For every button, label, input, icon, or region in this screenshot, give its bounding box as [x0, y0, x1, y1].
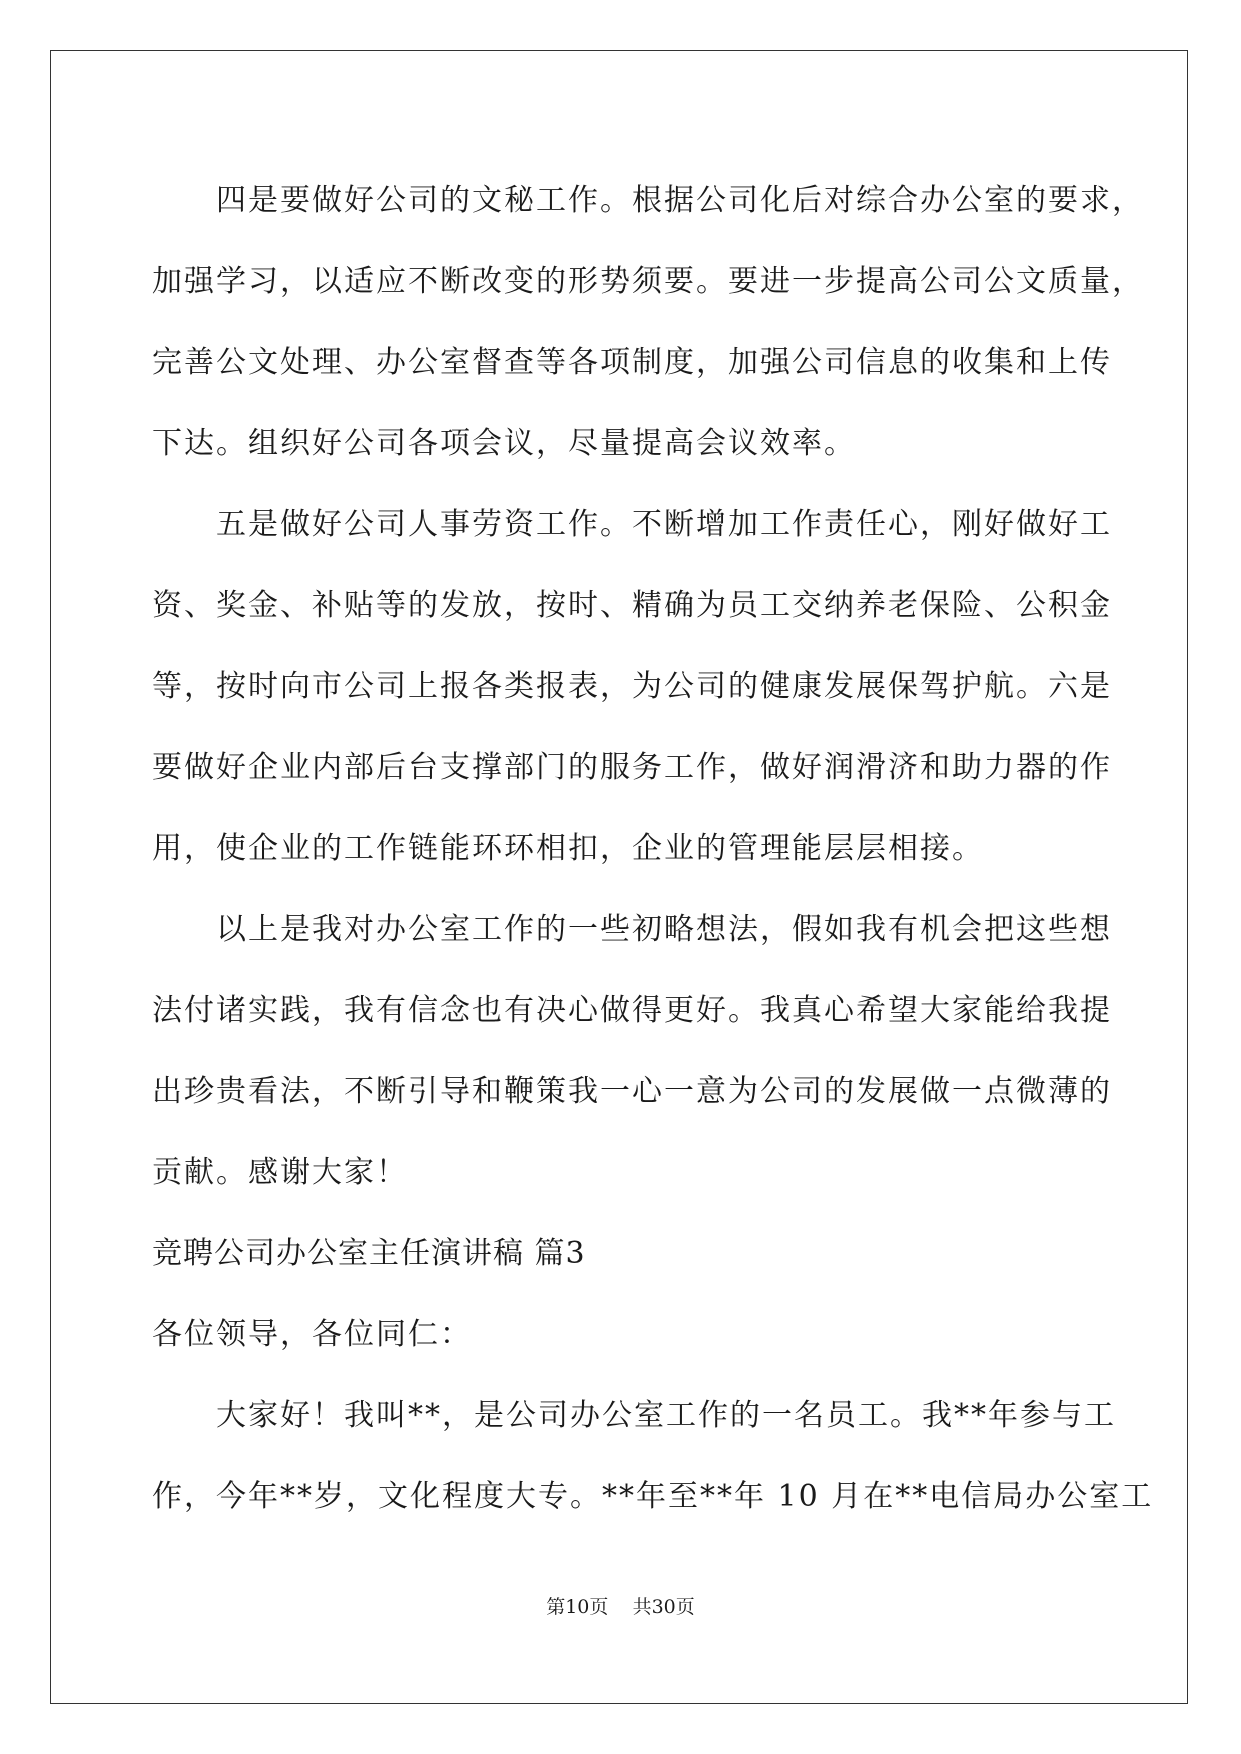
paragraph-line: 加强学习，以适应不断改变的形势须要。要进一步提高公司公文质量，: [152, 264, 1144, 299]
paragraph-line: 贡献。感谢大家！: [152, 1155, 408, 1190]
paragraph-line: 完善公文处理、办公室督查等各项制度，加强公司信息的收集和上传: [152, 345, 1112, 380]
paragraph-line: 要做好企业内部后台支撑部门的服务工作，做好润滑济和助力器的作: [152, 750, 1112, 785]
salutation-line: 各位领导，各位同仁：: [152, 1317, 472, 1352]
paragraph-line: 大家好！我叫**，是公司办公室工作的一名员工。我**年参与工: [216, 1398, 1116, 1433]
document-body: [152, 160, 1154, 1537]
paragraph-line: 用，使企业的工作链能环环相扣，企业的管理能层层相接。: [152, 831, 984, 866]
paragraph-line: 出珍贵看法，不断引导和鞭策我一心一意为公司的发展做一点微薄的: [152, 1074, 1112, 1109]
paragraph-line: 以上是我对办公室工作的一些初略想法，假如我有机会把这些想: [216, 912, 1112, 947]
total-pages: 共30页: [632, 1596, 695, 1618]
paragraph-line: 下达。组织好公司各项会议，尽量提高会议效率。: [152, 426, 856, 461]
paragraph-line: 等，按时向市公司上报各类报表，为公司的健康发展保驾护航。六是: [152, 669, 1112, 704]
paragraph-line: 资、奖金、补贴等的发放，按时、精确为员工交纳养老保险、公积金: [152, 588, 1112, 623]
section-heading: 竞聘公司办公室主任演讲稿 篇3: [152, 1236, 586, 1271]
paragraph-line: 五是做好公司人事劳资工作。不断增加工作责任心，刚好做好工: [216, 507, 1112, 542]
paragraph-line: 四是要做好公司的文秘工作。根据公司化后对综合办公室的要求，: [216, 183, 1144, 218]
page-footer: [0, 1592, 1241, 1619]
paragraph-line: 作，今年**岁，文化程度大专。**年至**年 10 月在**电信局办公室工: [152, 1479, 1154, 1514]
paragraph-line: 法付诸实践，我有信念也有决心做得更好。我真心希望大家能给我提: [152, 993, 1112, 1028]
page-number: 第10页: [546, 1596, 609, 1618]
